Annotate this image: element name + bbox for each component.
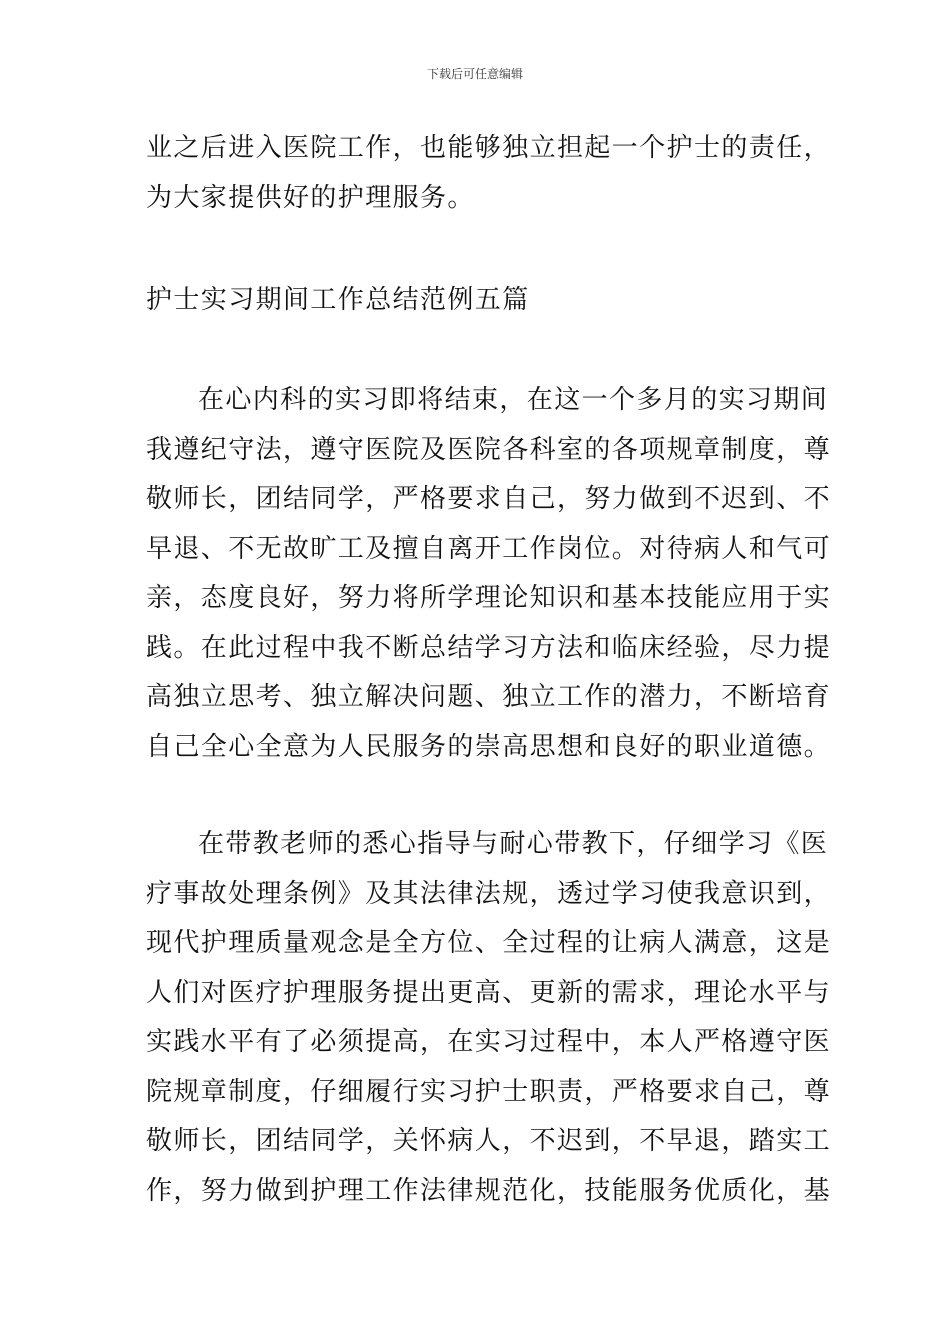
- page-header-note: 下载后可任意编辑: [426, 67, 523, 81]
- continuation-text: [146, 124, 832, 223]
- text-line: 在带教老师的悉心指导与耐心带教下，仔细学习《医: [198, 829, 829, 859]
- text-line: 现代护理质量观念是全方位、全过程的让病人满意，这是: [146, 928, 832, 958]
- text-line: 作，努力做到护理工作法律规范化，技能服务优质化，基: [146, 1175, 832, 1206]
- text-line: 早退、不无故旷工及擅自离开工作岗位。对待病人和气可: [146, 533, 832, 564]
- text-line: 敬师长，团结同学，关怀病人，不迟到，不早退，踏实工: [146, 1126, 832, 1156]
- text-line: 人们对医疗护理服务提出更高、更新的需求，理论水平与: [146, 977, 832, 1008]
- paragraph-1: [146, 376, 832, 772]
- text-line: 敬师长，团结同学，严格要求自己，努力做到不迟到、不: [146, 484, 832, 514]
- text-line: 自己全心全意为人民服务的崇高思想和良好的职业道德。: [146, 731, 832, 762]
- text-line: 高独立思考、独立解决问题、独立工作的潜力，不断培育: [146, 682, 832, 712]
- text-line: 为大家提供好的护理服务。: [146, 182, 475, 213]
- text-line: 亲，态度良好，努力将所学理论知识和基本技能应用于实: [146, 583, 832, 613]
- text-line: 实践水平有了必须提高，在实习过程中，本人严格遵守医: [146, 1027, 832, 1057]
- text-line: 在心内科的实习即将结束，在这一个多月的实习期间: [198, 385, 829, 415]
- text-line: 我遵纪守法，遵守医院及医院各科室的各项规章制度，尊: [146, 434, 832, 465]
- text-line: 院规章制度，仔细履行实习护士职责，严格要求自己，尊: [146, 1076, 832, 1107]
- paragraph-2: [146, 820, 832, 1216]
- section-title: 护士实习期间工作总结范例五篇: [146, 285, 530, 315]
- text-line: 践。在此过程中我不断总结学习方法和临床经验，尽力提: [146, 632, 832, 663]
- text-line: 疗事故处理条例》及其法律法规，透过学习使我意识到，: [146, 878, 832, 909]
- text-line: 业之后进入医院工作，也能够独立担起一个护士的责任，: [146, 133, 832, 163]
